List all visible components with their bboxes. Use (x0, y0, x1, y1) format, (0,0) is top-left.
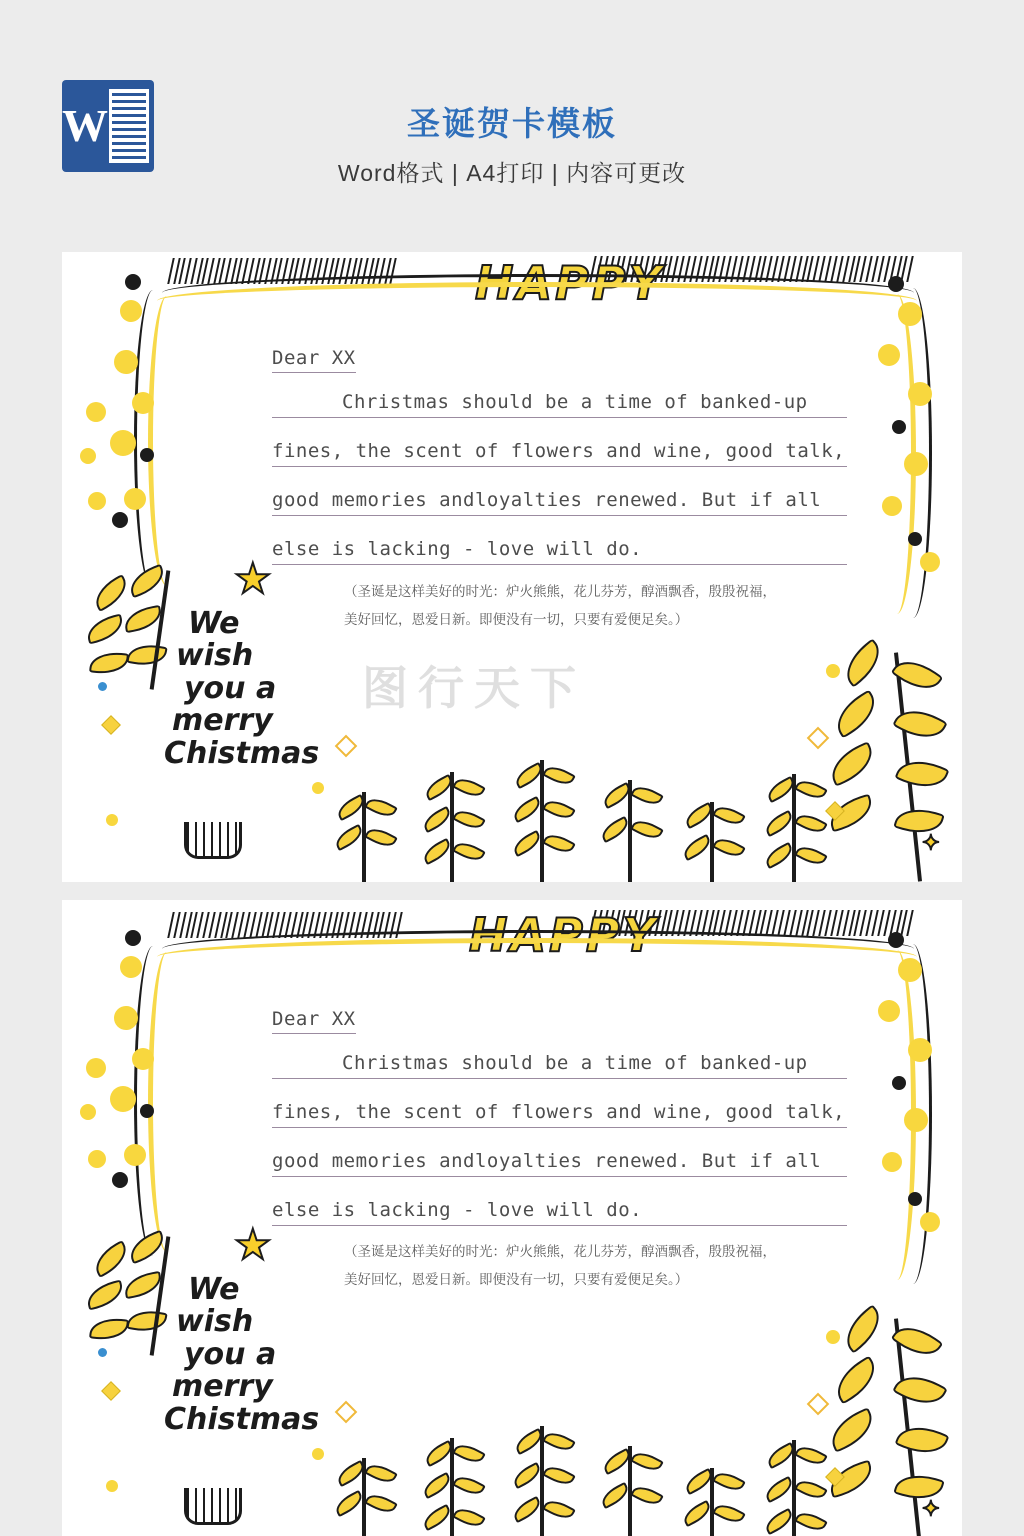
berry-dot (888, 932, 904, 948)
leaf (84, 1279, 126, 1310)
sparkle-dot (826, 1330, 840, 1344)
frond (630, 782, 664, 809)
leaf (895, 752, 950, 796)
leaf (895, 1418, 950, 1462)
frond (510, 1496, 544, 1523)
berry-dot (878, 1000, 900, 1022)
berry-dot (898, 302, 922, 326)
sparkle-diamond (807, 1393, 830, 1416)
wish-lettering (164, 1272, 320, 1437)
cn-note-line-1: （圣诞是这样美好的时光：炉火熊熊，花儿芬芳，醇酒飘香，殷殷祝福， (344, 1244, 776, 1260)
berry-dot (920, 552, 940, 572)
sparkle-diamond (807, 727, 830, 750)
frond (510, 1462, 544, 1489)
berry-dot (124, 1144, 146, 1166)
cn-note-line-2: 美好回忆，恩爱日新。即便没有一切，只要有爱便足矣。） (344, 1272, 689, 1289)
letter-line-2: fines, the scent of flowers and wine, good talk, (272, 1101, 847, 1128)
sparkle-dot (106, 814, 118, 826)
berry-dot (112, 512, 128, 528)
letter-line-1: Christmas should be a time of banked-up (272, 1052, 847, 1079)
berry-dot (110, 430, 136, 456)
star-icon: ★ (234, 555, 272, 602)
wish-line-4: merry (172, 703, 273, 739)
frond (794, 1508, 828, 1535)
watermark: 图行天下 (362, 661, 586, 715)
sparkle-diamond (101, 715, 121, 735)
card-artwork (62, 900, 962, 1536)
frond (452, 806, 486, 833)
frond (420, 838, 454, 865)
berry-dot (110, 1086, 136, 1112)
letter-body (272, 347, 847, 587)
berry-dot (88, 492, 106, 510)
leaf (828, 1355, 884, 1404)
berry-dot (132, 392, 154, 414)
frond (364, 1490, 398, 1517)
frond (630, 1482, 664, 1509)
berry-dot (125, 274, 141, 290)
frond (542, 1496, 576, 1523)
letter-body (272, 1008, 847, 1248)
frond (420, 806, 454, 833)
leaf (89, 650, 129, 675)
basket-icon (184, 822, 242, 859)
berry-dot (908, 382, 932, 406)
sparkle-dot (312, 782, 324, 794)
cn-note-line-2: 美好回忆，恩爱日新。即便没有一切，只要有爱便足矣。） (344, 612, 689, 629)
frond (510, 796, 544, 823)
frond (420, 1504, 454, 1531)
leaf (828, 689, 884, 738)
star-icon: ✦ (921, 1496, 940, 1521)
sparkle-diamond (335, 1401, 358, 1424)
wish-lettering (164, 606, 320, 771)
frond (762, 1476, 796, 1503)
blue-dot (98, 682, 107, 691)
berry-dot (908, 1192, 922, 1206)
page-title: 圣诞贺卡模板 (407, 105, 617, 142)
letter-greeting: Dear XX (272, 1008, 356, 1034)
frond (630, 816, 664, 843)
frond (542, 1462, 576, 1489)
frond (712, 802, 746, 829)
page-header (0, 0, 1024, 232)
berry-dot (920, 1212, 940, 1232)
page-subtitle: Word格式 | A4打印 | 内容可更改 (337, 160, 687, 186)
berry-dot (120, 956, 142, 978)
berry-dot (125, 930, 141, 946)
leaf (837, 638, 889, 687)
frond (364, 794, 398, 821)
leaf (824, 1407, 879, 1453)
frond (794, 776, 828, 803)
frond (712, 1500, 746, 1527)
card-preview-2[interactable] (62, 900, 962, 1536)
berry-dot (112, 1172, 128, 1188)
berry-dot (80, 448, 96, 464)
leaf (89, 574, 133, 612)
leaf (84, 613, 126, 644)
sparkle-dot (106, 1480, 118, 1492)
berry-dot (80, 1104, 96, 1120)
berry-dot (120, 300, 142, 322)
frond (794, 810, 828, 837)
frond (510, 830, 544, 857)
frond (598, 1482, 632, 1509)
frond (762, 810, 796, 837)
frond (452, 774, 486, 801)
happy-banner-text: HAPPY (475, 256, 665, 310)
berry-dot (908, 532, 922, 546)
frond (332, 1490, 366, 1517)
berry-dot (114, 350, 138, 374)
wish-line-3: you a (184, 1336, 277, 1372)
star-icon: ✦ (921, 830, 940, 855)
frond (762, 842, 796, 869)
frond (542, 762, 576, 789)
basket-icon (184, 1488, 242, 1525)
wish-line-1: We (188, 1272, 240, 1307)
berry-dot (892, 1076, 906, 1090)
leaf (89, 1316, 129, 1341)
wish-line-2: wish (176, 638, 254, 674)
frond (762, 1508, 796, 1535)
star-icon: ★ (234, 1221, 272, 1268)
berry-dot (114, 1006, 138, 1030)
frond (542, 830, 576, 857)
leaf (126, 641, 167, 669)
berry-dot (892, 420, 906, 434)
berry-dot (882, 496, 902, 516)
grass-stem (540, 1426, 544, 1536)
letter-cn-note (344, 1238, 889, 1295)
sparkle-diamond (101, 1381, 121, 1401)
frond (542, 796, 576, 823)
frond (712, 1468, 746, 1495)
berry-dot (898, 958, 922, 982)
frond (452, 1472, 486, 1499)
sparkle-dot (826, 664, 840, 678)
word-logo-letter: W (62, 100, 108, 151)
frond (598, 816, 632, 843)
letter-line-3: good memories andloyalties renewed. But if all (272, 1150, 847, 1177)
berry-dot (140, 448, 154, 462)
frond (630, 1448, 664, 1475)
frond (680, 834, 714, 861)
leaf (837, 1304, 889, 1353)
letter-line-2: fines, the scent of flowers and wine, good talk, (272, 440, 847, 467)
wish-line-5: Chistmas (164, 1401, 320, 1437)
frond (794, 842, 828, 869)
letter-greeting: Dear XX (272, 347, 356, 373)
wish-line-2: wish (176, 1304, 254, 1340)
frond (452, 838, 486, 865)
letter-line-4: else is lacking - love will do. (272, 538, 847, 565)
berry-dot (86, 1058, 106, 1078)
card-preview-1[interactable] (62, 252, 962, 882)
frond (680, 1500, 714, 1527)
frond (364, 1460, 398, 1487)
grass-stem (450, 772, 454, 882)
leaf (126, 1307, 167, 1335)
frond (364, 824, 398, 851)
frond (794, 1476, 828, 1503)
berry-dot (124, 488, 146, 510)
berry-dot (88, 1150, 106, 1168)
berry-dot (888, 276, 904, 292)
frond (452, 1504, 486, 1531)
leaf (824, 741, 879, 787)
grass-stem (540, 760, 544, 882)
frond (542, 1428, 576, 1455)
blue-dot (98, 1348, 107, 1357)
card-artwork (62, 252, 962, 882)
sparkle-diamond (335, 735, 358, 758)
leaf (89, 1240, 133, 1278)
letter-cn-note (344, 578, 889, 635)
frond (332, 824, 366, 851)
letter-line-3: good memories andloyalties renewed. But if all (272, 489, 847, 516)
berry-dot (140, 1104, 154, 1118)
cn-note-line-1: （圣诞是这样美好的时光：炉火熊熊，花儿芬芳，醇酒飘香，殷殷祝福， (344, 584, 776, 600)
wish-line-3: you a (184, 670, 277, 706)
frond (712, 834, 746, 861)
frond (420, 1472, 454, 1499)
berry-dot (904, 452, 928, 476)
wish-line-4: merry (172, 1369, 273, 1405)
wish-line-1: We (188, 606, 240, 641)
letter-line-4: else is lacking - love will do. (272, 1199, 847, 1226)
berry-dot (904, 1108, 928, 1132)
frond (794, 1442, 828, 1469)
frond (452, 1440, 486, 1467)
happy-banner-text: HAPPY (469, 908, 659, 962)
letter-line-1: Christmas should be a time of banked-up (272, 391, 847, 418)
berry-dot (882, 1152, 902, 1172)
berry-dot (132, 1048, 154, 1070)
sparkle-dot (312, 1448, 324, 1460)
berry-dot (86, 402, 106, 422)
wish-line-5: Chistmas (164, 735, 320, 771)
berry-dot (878, 344, 900, 366)
berry-dot (908, 1038, 932, 1062)
